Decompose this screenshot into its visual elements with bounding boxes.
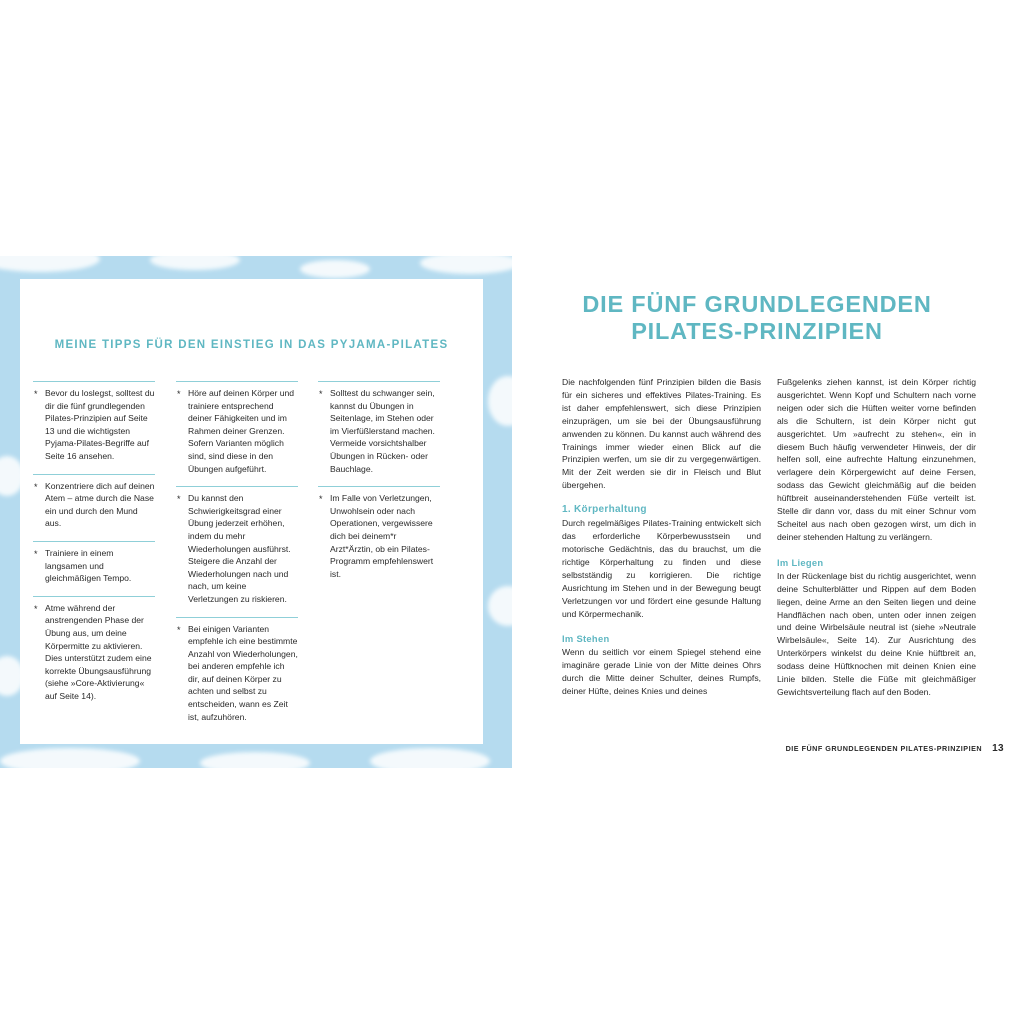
tip-text: * Solltest du schwanger sein, kannst du Übungen in Seitenlage, im Stehen oder im Vierfüßlerstand machen. Vermeide vorsichtshalber Übungen in Rücken- oder Bauchlage. <box>330 388 435 474</box>
page-footer <box>786 743 1004 754</box>
body-paragraph: Durch regelmäßiges Pilates-Training entwickelt sich das erforderliche Körperbewusstsein und motorische Gedächtnis, das du brauchst, um die richtige Körperhaltung zu finden und diese selbstständig zu korrigieren. Die richtige Ausrichtung im Stehen und in der Bewegung beugt Verletzungen vor und fördert eine gesunde Haltung und Körpermechanik. <box>562 518 761 619</box>
cloud-decoration <box>0 256 100 272</box>
text-column-2 <box>777 376 976 699</box>
tips-box-title: MEINE TIPPS FÜR DEN EINSTIEG IN DAS PYJAMA-PILATES <box>54 339 449 351</box>
cloud-decoration <box>0 748 140 768</box>
tip-text: * Du kannst den Schwierigkeitsgrad einer Übung jederzeit erhöhen, indem du mehr Wiederholungen ausführst. Steigere die Anzahl der Wiederholungen nach und nach, um keine Verletzungen zu riskieren. <box>188 493 291 604</box>
left-page <box>0 256 512 768</box>
tip-item <box>33 541 155 596</box>
tip-item <box>33 596 155 714</box>
cloud-decoration <box>370 748 490 768</box>
tips-column-1 <box>33 381 155 713</box>
tip-item <box>176 486 298 616</box>
tip-text: * Bei einigen Varianten empfehle ich eine bestimmte Anzahl von Wiederholungen, bei anderen empfehle ich dir, auf deinen Körper zu achten und selbst zu entscheiden, wann es Zeit ist, aufzuhören. <box>188 623 298 722</box>
section-heading: 1. Körperhaltung <box>562 504 647 516</box>
body-paragraph: Wenn du seitlich vor einem Spiegel stehend eine imaginäre gerade Linie von der Mitte deines Ohrs durch die Mitte deiner Schulter, deines Rumpfs, deiner Hüfte, deines Knies und deines <box>562 647 761 697</box>
cloud-decoration <box>488 586 512 626</box>
cloud-decoration <box>150 256 240 270</box>
tip-text: * Konzentriere dich auf deinen Atem – atme durch die Nase ein und durch den Mund aus. <box>45 480 155 529</box>
tip-item <box>33 474 155 541</box>
page-number: 13 <box>992 743 1004 754</box>
tip-item <box>318 381 440 486</box>
tip-item <box>176 381 298 486</box>
right-page <box>512 256 1024 768</box>
tips-box <box>20 279 483 744</box>
subsection-heading: Im Stehen <box>562 633 610 645</box>
tip-text: * Höre auf deinen Körper und trainiere entsprechend deiner Fähigkeiten und im Rahmen deiner Grenzen. Sofern Varianten möglich sind, sind diese in den Übungen aufgeführt. <box>188 388 295 474</box>
cloud-decoration <box>420 256 512 274</box>
intro-paragraph: Die nachfolgenden fünf Prinzipien bilden die Basis für ein sicheres und effektives Pilates-Training. Es ist daher empfehlenswert, sich diese Prinzipien einzuprägen, um sie bei der Übungsausführung anwenden zu können. Du kannst auch während des Trainings immer wieder einen Blick auf die Prinzipien werfen, um sie dir zu vergegenwärtigen. Mit der Zeit werden sie dir in Fleisch und Blut übergehen. <box>562 377 761 491</box>
page-title-line-1: DIE FÜNF GRUNDLEGENDEN <box>582 291 932 317</box>
text-column-1 <box>562 376 761 698</box>
tip-text: * Atme während der anstrengenden Phase der Übung aus, um deine Körpermitte zu aktivieren. Dies unterstützt zudem eine korrekte Übungsausführung (siehe »Core-Aktivierung« auf Seite 14). <box>45 602 152 701</box>
body-paragraph: Fußgelenks ziehen kannst, ist dein Körper richtig ausgerichtet. Wenn Kopf und Schultern nach vorne neigen oder sich die Hüften weiter vorne befinden als die Schultern, ist dein Körper nicht gut ausgerichtet. Um »aufrecht zu stehen«, ein in diesem Buch häufig verwendeter Hinweis, der dir helfen soll, eine aufrechte Haltung einzunehmen, verlagere dein Körpergewicht auf deine Fersen, sodass das Gewicht gleichmäßig auf die beiden hüftbreit auseinanderstehenden Füße verteilt ist. Stelle dir dann vor, dass du mit einer Schnur vom Scheitel aus nach oben gezogen wirst, um dich in deiner stehenden Haltung zu verlängern. <box>777 377 976 542</box>
cloud-decoration <box>300 260 370 278</box>
tip-text: * Im Falle von Verletzungen, Unwohlsein oder nach Operationen, vergewissere dich bei deinem*r Arzt*Ärztin, ob ein Pilates-Programm empfehlenswert ist. <box>330 493 434 579</box>
cloud-decoration <box>200 752 310 768</box>
tip-item <box>33 381 155 474</box>
subsection-heading: Im Liegen <box>777 556 824 568</box>
tip-item <box>176 617 298 735</box>
tips-column-3 <box>318 381 440 591</box>
tips-column-2 <box>176 381 298 734</box>
page-title <box>512 291 1002 345</box>
tip-text: * Trainiere in einem langsamen und gleichmäßigen Tempo. <box>45 547 132 584</box>
running-title: DIE FÜNF GRUNDLEGENDEN PILATES-PRINZIPIEN <box>785 744 983 753</box>
tip-text: * Bevor du loslegst, solltest du dir die fünf grundlegenden Pilates-Prinzipien auf Seite 13 und die wichtigsten Pyjama-Pilates-Begriffe auf Seite 16 ansehen. <box>45 388 155 461</box>
body-paragraph: In der Rückenlage bist du richtig ausgerichtet, wenn deine Schulterblätter und Rippen auf dem Boden liegen, deine Arme an den Seiten liegen und deine Handflächen nach oben, unten oder innen zeigen und deine Wirbelsäule neutral ist (siehe »Neutrale Wirbelsäule«, Seite 14). Zur Ausrichtung des Unterkörpers winkelst du deine Knie hüftbreit an, sodass deine Hüftknochen mit deinen Knien eine Linie bilden. Stelle die Füße mit gleichmäßiger Gewichtsverteilung flach auf den Boden. <box>777 570 976 697</box>
page-title-line-2: PILATES-PRINZIPIEN <box>631 318 883 344</box>
cloud-decoration <box>488 376 512 426</box>
tip-item <box>318 486 440 591</box>
